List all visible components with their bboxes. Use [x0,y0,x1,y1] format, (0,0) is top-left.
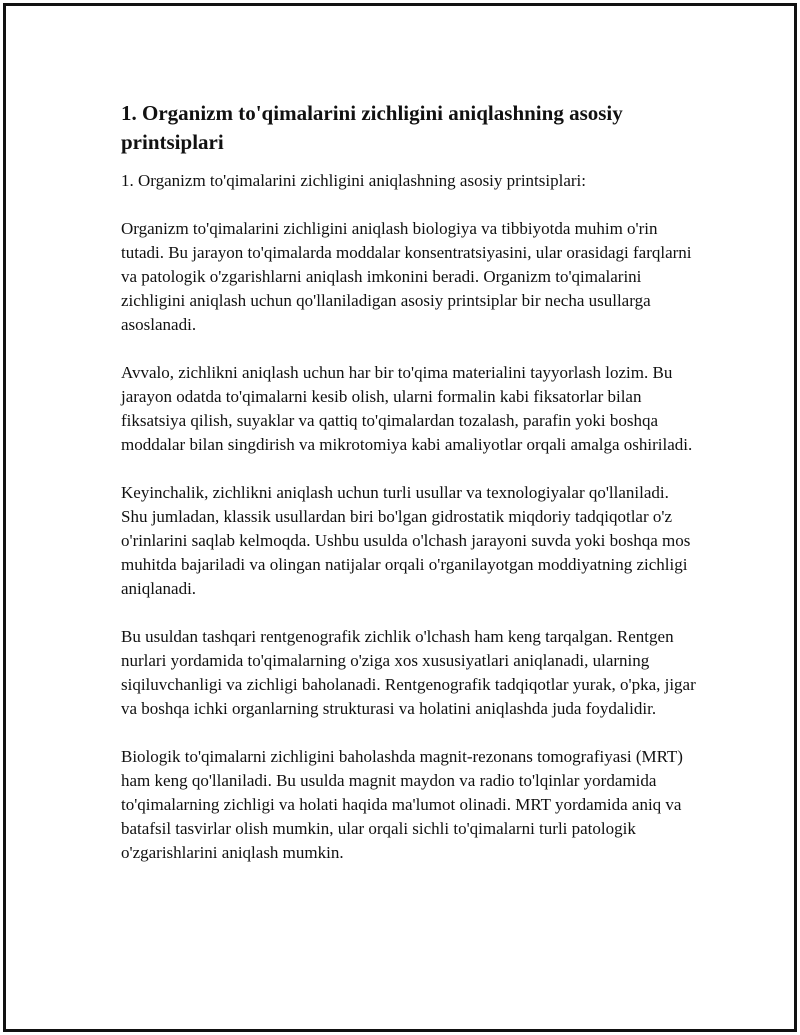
paragraph-radiography: Bu usuldan tashqari rentgenografik zichlik o'lchash ham keng tarqalgan. Rentgen nurlari yordamida to'qimalarning o'ziga xos xususiyatlari aniqlanadi, ularning siqiluvchanligi va zichligi baholanadi. Rentgenografik tadqiqotlar yurak, o'pka, jigar va boshqa ichki organlarning strukturasi va holatini aniqlashda juda foydalidir. [121,627,696,718]
paragraph-intro: Organizm to'qimalarini zichligini aniqlash biologiya va tibbiyotda muhim o'rin tutadi. Bu jarayon to'qimalarda moddalar konsentratsiyasini, ular orasidagi farqlarni va patologik o'zgarishlarni aniqlash imkonini beradi. Organizm to'qimalarini zichligini aniqlash uchun qo'llaniladigan asosiy printsiplar bir necha usullarga asoslanadi. [121,219,692,334]
paragraph-preparation: Avvalo, zichlikni aniqlash uchun har bir to'qima materialini tayyorlash lozim. Bu jarayon odatda to'qimalarni kesib olish, ularni formalin kabi fiksatorlar bilan fiksatsiya qilish, suyaklar va qattiq to'qimalardan tozalash, parafin yoki boshqa moddalar bilan singdirish va mikrotomiya kabi amaliyotlar orqali amalga oshiriladi. [121,363,693,454]
paragraph-methods: Keyinchalik, zichlikni aniqlash uchun turli usullar va texnologiyalar qo'llaniladi. Shu jumladan, klassik usullardan biri bo'lgan gidrostatik miqdoriy tadqiqotlar o'z o'rinlarini saqlab kelmoqda. Ushbu usulda o'lchash jarayoni suvda yoki boshqa mos muhitda bajariladi va olingan natijalar orqali o'rganilayotgan moddiyatning zichligi aniqlanadi. [121,483,691,598]
document-title: 1. Organizm to'qimalarini zichligini aniqlashning asosiy printsiplari [121,101,623,154]
document-body [121,99,696,889]
section-subheading: 1. Organizm to'qimalarini zichligini aniqlashning asosiy printsiplari: [121,171,586,190]
page-frame [3,3,797,1032]
paragraph-mri: Biologik to'qimalarni zichligini baholashda magnit-rezonans tomografiyasi (MRT) ham keng qo'llaniladi. Bu usulda magnit maydon va radio to'lqinlar yordamida to'qimalarning zichligi va holati haqida ma'lumot olinadi. MRT yordamida aniq va batafsil tasvirlar olish mumkin, ular orqali sichli to'qimalarni turli patologik o'zgarishlarini aniqlash mumkin. [121,747,683,862]
